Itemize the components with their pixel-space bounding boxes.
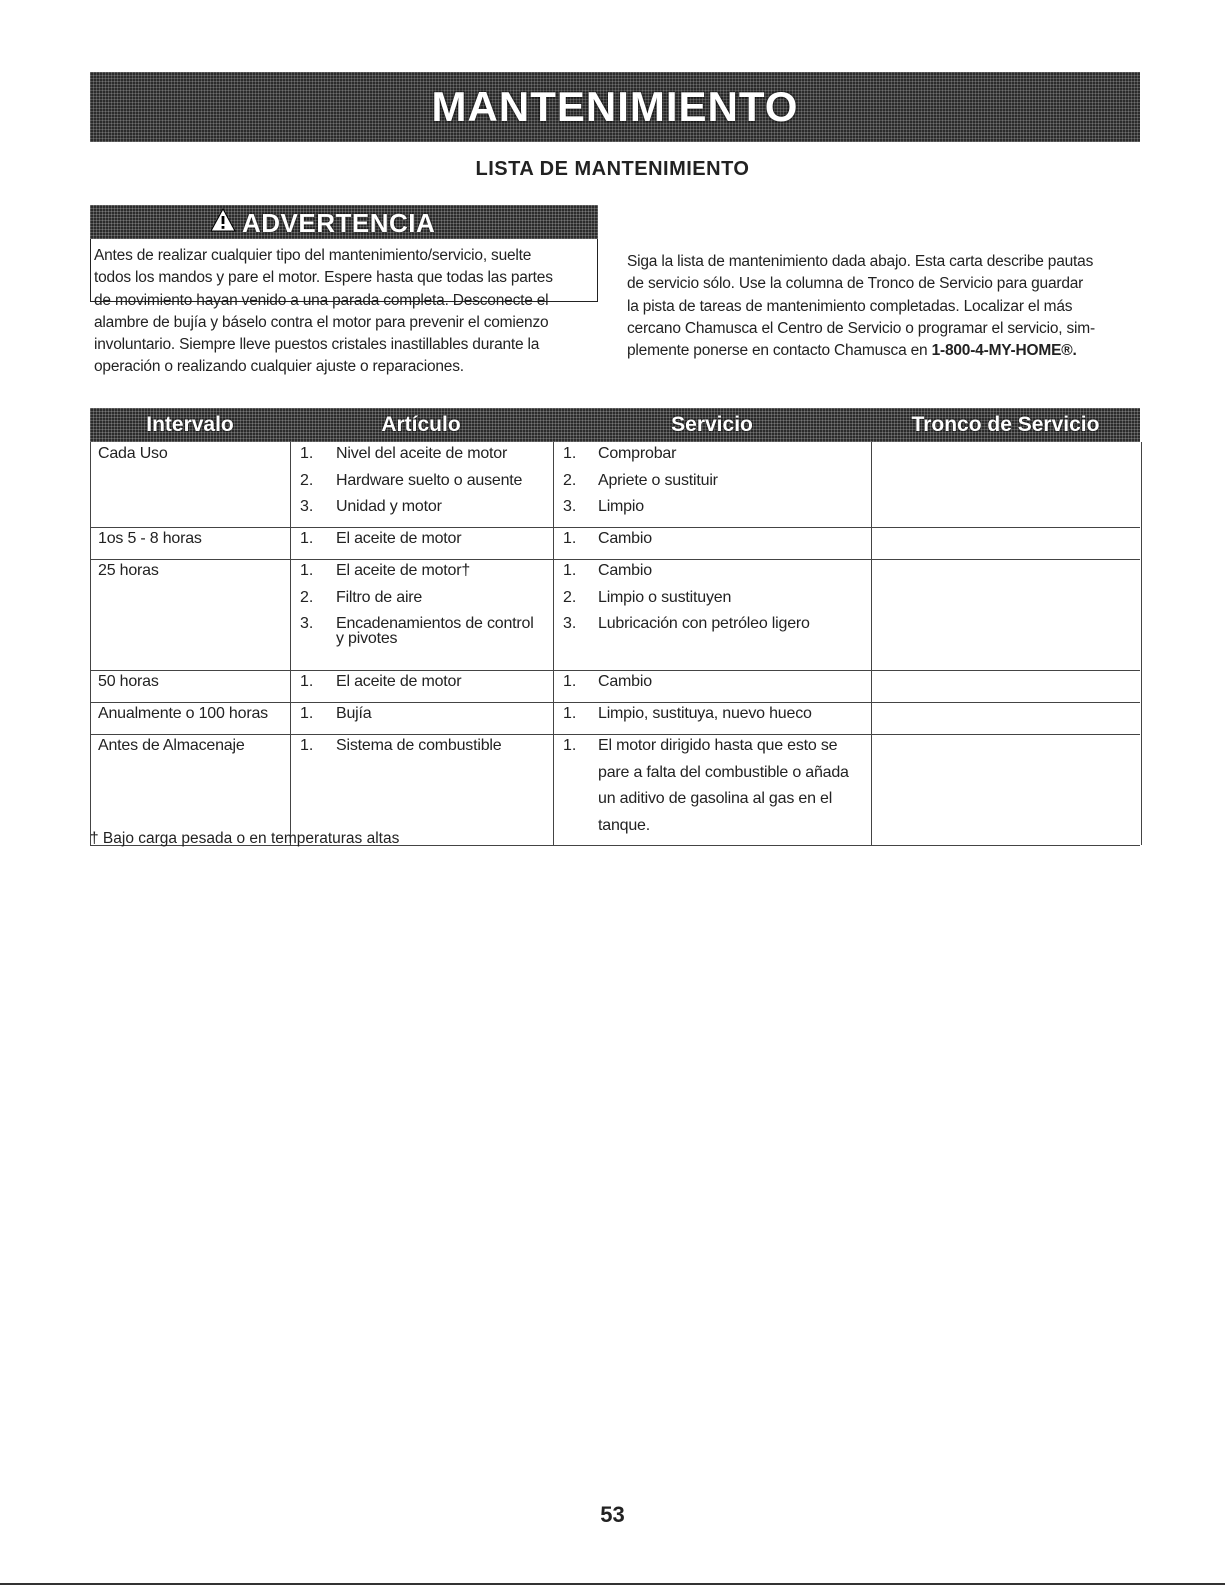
service-text: Cambio (598, 562, 652, 579)
warning-line: Antes de realizar cualquier tipo del mantenimiento/servicio, suelte (94, 247, 532, 264)
item-number: 1. (300, 530, 314, 547)
item-number: 1. (300, 562, 314, 579)
item-text: El aceite de motor (336, 673, 462, 690)
service-text: El motor dirigido hasta que esto se (598, 737, 838, 754)
page-number: 53 (600, 1502, 625, 1527)
service-number: 2. (563, 588, 577, 606)
service-text: Cambio (598, 673, 652, 690)
warning-title-wrap (210, 208, 435, 238)
interval-text: 1os 5 - 8 horas (98, 530, 202, 547)
warning-triangle-icon (210, 208, 236, 239)
service-text: Comprobar (598, 445, 677, 462)
interval-text: 50 horas (98, 673, 159, 690)
log-cell (871, 527, 1142, 559)
item-number: 3. (300, 498, 314, 515)
header-tronco: Tronco de Servicio (911, 413, 1100, 436)
intro-line-last (627, 340, 1137, 362)
item-number: 3. (300, 615, 314, 632)
service-number: 3. (563, 498, 577, 515)
section-banner (90, 72, 1140, 142)
interval-text: Anualmente o 100 horas (98, 705, 268, 722)
item-number: 2. (300, 471, 314, 489)
item-text: El aceite de motor (336, 530, 462, 547)
page-subtitle: LISTA DE MANTENIMIENTO (475, 158, 750, 180)
log-cell (871, 559, 1142, 670)
service-number: 1. (563, 562, 577, 579)
item-text: El aceite de motor† (336, 562, 471, 579)
item-number: 1. (300, 445, 314, 462)
header-intervalo: Intervalo (146, 413, 234, 436)
warning-line: de movimiento hayan venido a una parada completa. Desconecte el (94, 291, 549, 309)
item-text: y pivotes (336, 629, 398, 647)
log-cell (871, 702, 1142, 734)
intro-line: de servicio sólo. Use la columna de Tronco de Servicio para guardar (627, 275, 1084, 293)
service-number: 2. (563, 471, 577, 489)
item-text: Filtro de aire (336, 588, 423, 606)
footnote: † Bajo carga pesada o en temperaturas altas (90, 830, 400, 847)
intro-line: Siga la lista de mantenimiento dada abajo. Esta carta describe pautas (627, 253, 1094, 270)
warning-line: involuntario. Siempre lleve puestos cristales inastillables durante la (94, 336, 540, 354)
warning-line: alambre de bujía y báselo contra el motor para prevenir el comienzo (94, 313, 549, 331)
item-text: Nivel del aceite de motor (336, 445, 508, 462)
interval-text: 25 horas (98, 562, 159, 579)
intro-line: cercano Chamusca el Centro de Servicio o programar el servicio, sim- (627, 319, 1095, 337)
warning-text (94, 245, 594, 379)
service-number: 1. (563, 737, 577, 754)
table-row (90, 559, 1140, 671)
service-number: 1. (563, 530, 577, 547)
warning-title: ADVERTENCIA (242, 207, 436, 238)
item-number: 1. (300, 737, 314, 754)
item-number: 1. (300, 673, 314, 690)
interval-text: Cada Uso (98, 445, 168, 462)
interval-text: Antes de Almacenaje (98, 737, 245, 754)
log-cell (871, 442, 1142, 527)
service-text: Cambio (598, 530, 652, 547)
item-text: Unidad y motor (336, 498, 442, 515)
service-text: pare a falta del combustible o añada (598, 763, 849, 781)
item-text: Hardware suelto o ausente (336, 471, 523, 489)
table-row (90, 702, 1140, 735)
service-number: 1. (563, 705, 577, 722)
service-text: un aditivo de gasolina al gas en el (598, 790, 833, 807)
warning-line: operación o realizando cualquier ajuste o reparaciones. (94, 358, 464, 376)
banner-title: MANTENIMIENTO (431, 83, 799, 130)
intro-line: plemente ponerse en contacto Chamusca en (627, 342, 932, 360)
service-text: Lubricación con petróleo ligero (598, 615, 810, 632)
log-cell (871, 670, 1142, 702)
table-row (90, 442, 1140, 528)
service-text: tanque. (598, 816, 650, 834)
service-phone: 1-800-4-MY-HOME®. (931, 342, 1077, 360)
header-articulo: Artículo (381, 413, 461, 436)
log-cell (871, 734, 1142, 845)
header-servicio: Servicio (671, 413, 753, 436)
warning-line: todos los mandos y pare el motor. Espere hasta que todas las partes (94, 269, 553, 287)
service-text: Limpio, sustituya, nuevo hueco (598, 705, 812, 722)
intro-text (627, 251, 1137, 362)
service-text: Apriete o sustituir (598, 471, 718, 489)
service-number: 3. (563, 615, 577, 632)
item-text: Bujía (336, 705, 372, 722)
table-row (90, 670, 1140, 703)
service-number: 1. (563, 673, 577, 690)
item-cell (290, 702, 554, 734)
table-row (90, 527, 1140, 560)
item-number: 1. (300, 705, 314, 722)
item-text: Sistema de combustible (336, 737, 502, 754)
item-text: Encadenamientos de control (336, 615, 534, 632)
service-text: Limpio o sustituyen (598, 588, 732, 606)
item-number: 2. (300, 588, 314, 606)
service-number: 1. (563, 445, 577, 462)
service-text: Limpio (598, 498, 644, 515)
intro-line: la pista de tareas de mantenimiento completadas. Localizar el más (627, 297, 1073, 315)
